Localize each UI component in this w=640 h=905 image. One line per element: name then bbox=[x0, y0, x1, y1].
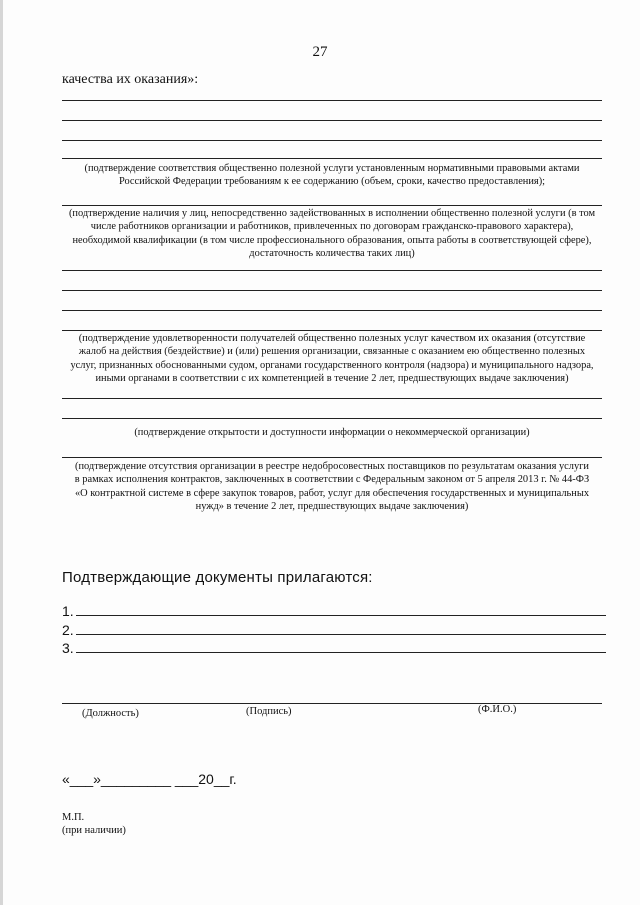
document-item-line[interactable] bbox=[76, 652, 606, 653]
name-caption: (Ф.И.О.) bbox=[478, 704, 517, 715]
caption-line: «О контрактной системе в сфере закупок товаров, работ, услуг для обеспечения государственных и муниципальных bbox=[74, 487, 590, 499]
blank-line[interactable] bbox=[62, 418, 602, 419]
caption-line: услуг, признанных обоснованными судом, органами государственного контроля (надзора) и муниципального надзора, bbox=[70, 359, 594, 371]
document-item-number: 3. bbox=[62, 640, 74, 656]
caption-openness bbox=[62, 426, 602, 439]
caption-line: необходимой квалификации (в том числе профессионального образования, опыта работы в соответствующей сфере), bbox=[72, 234, 592, 246]
caption-satisfaction bbox=[62, 332, 602, 386]
blank-line[interactable] bbox=[62, 330, 602, 331]
blank-line[interactable] bbox=[62, 457, 602, 458]
blank-line[interactable] bbox=[62, 205, 602, 206]
intro-text: качества их оказания»: bbox=[62, 72, 199, 87]
blank-line[interactable] bbox=[62, 140, 602, 141]
document-item-line[interactable] bbox=[76, 615, 606, 616]
caption-line: (подтверждение соответствия общественно полезной услуги установленным нормативными правовыми актами bbox=[84, 163, 580, 174]
page-number: 27 bbox=[312, 44, 328, 60]
blank-line[interactable] bbox=[62, 290, 602, 291]
caption-line: нужд» в течение 2 лет, предшествующих выдаче заключения) bbox=[195, 501, 469, 513]
blank-line[interactable] bbox=[62, 100, 602, 101]
caption-line: (подтверждение открытости и доступности информации о некоммерческой организации) bbox=[134, 427, 530, 438]
signature-caption: (Подпись) bbox=[246, 706, 292, 717]
signature-line[interactable] bbox=[62, 703, 602, 704]
caption-registry bbox=[62, 460, 602, 514]
caption-line: в рамках исполнения контрактов, заключенных в соответствии с Федеральным законом от 5 апреля 2013 г. № 44-ФЗ bbox=[74, 474, 590, 486]
stamp-note: (при наличии) bbox=[62, 825, 126, 836]
blank-line[interactable] bbox=[62, 158, 602, 159]
caption-line: (подтверждение удовлетворенности получателей общественно полезных услуг качеством их оказания (отсутствие bbox=[78, 333, 586, 344]
caption-line: жалоб на действия (бездействие) и (или) решения организации, связанные с оказанием ею общественно полезных bbox=[78, 346, 586, 358]
blank-line[interactable] bbox=[62, 310, 602, 311]
caption-line: иными органами в соответствии с их компетенцией в течение 2 лет, предшествующих выдаче заключения) bbox=[95, 373, 569, 385]
caption-line: (подтверждение наличия у лиц, непосредственно задействованных в исполнении общественно полезной услуги (в том bbox=[68, 208, 596, 219]
blank-line[interactable] bbox=[62, 120, 602, 121]
blank-line[interactable] bbox=[62, 398, 602, 399]
page-edge bbox=[0, 0, 3, 905]
caption-line: (подтверждение отсутствия организации в реестре недобросовестных поставщиков по результатам оказания услуги bbox=[75, 461, 589, 472]
stamp-label: М.П. bbox=[62, 812, 85, 823]
caption-standards bbox=[62, 162, 602, 189]
document-item-number: 1. bbox=[62, 603, 74, 619]
documents-heading: Подтверждающие документы прилагаются: bbox=[62, 569, 373, 586]
document-item-number: 2. bbox=[62, 622, 74, 638]
position-caption: (Должность) bbox=[82, 708, 139, 719]
document-item-line[interactable] bbox=[76, 634, 606, 635]
caption-line: достаточность количества таких лиц) bbox=[249, 248, 415, 260]
date-line[interactable]: «___»_________ ___20__г. bbox=[62, 771, 237, 787]
caption-staff bbox=[62, 207, 602, 261]
caption-line: числе работников организации и работников, привлеченных по договорам гражданско-правового характера), bbox=[90, 221, 574, 233]
blank-line[interactable] bbox=[62, 270, 602, 271]
caption-line: Российской Федерации требованиям к ее содержанию (объем, сроки, качество предоставления); bbox=[118, 176, 546, 188]
